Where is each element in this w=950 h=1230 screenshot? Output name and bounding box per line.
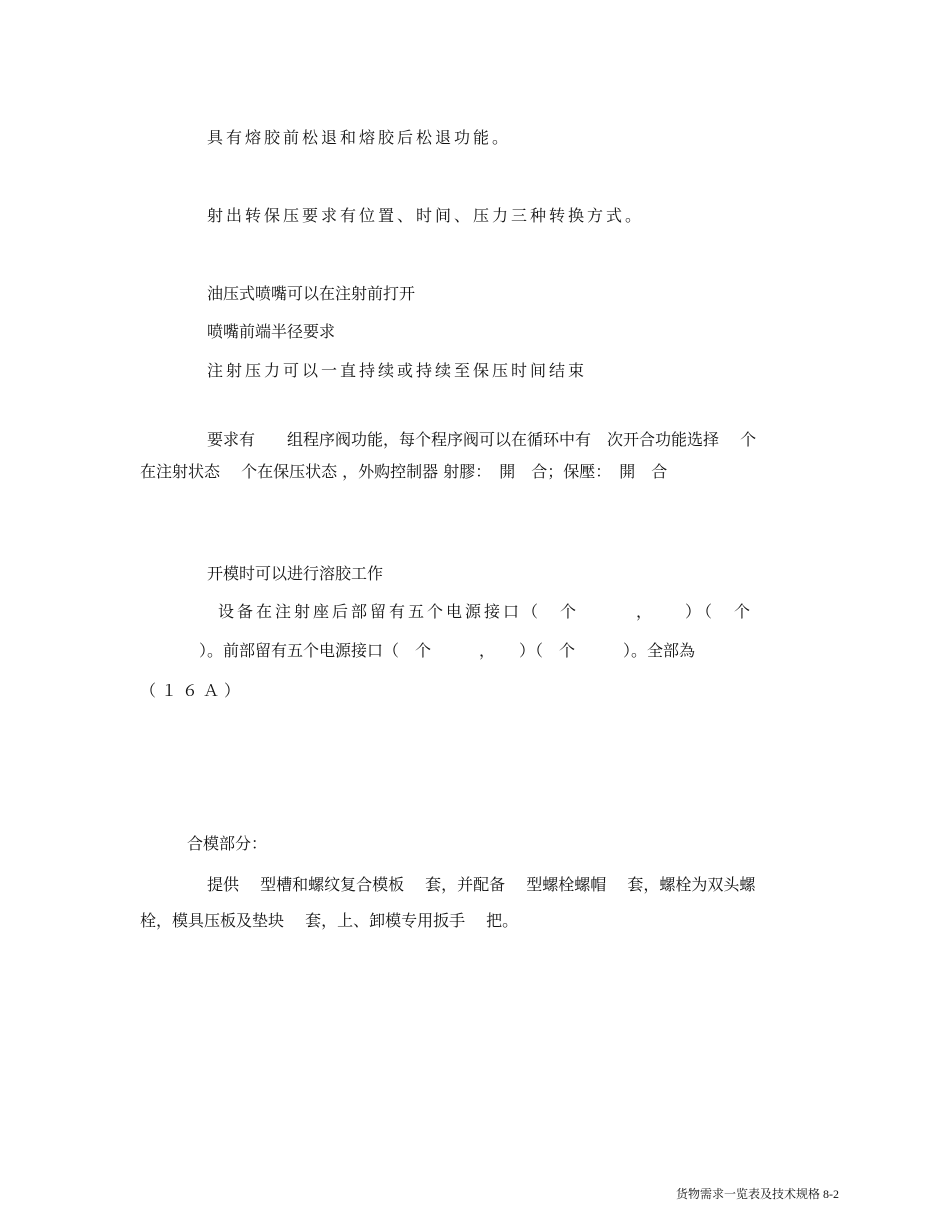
text-line-nozzle-radius: 喷嘴前端半径要求 <box>207 322 336 341</box>
section-heading-clamping: 合模部分： <box>187 834 268 853</box>
text-line-nozzle-open: 油压式喷嘴可以在注射前打开 <box>207 284 416 303</box>
text-line-program-valve: 要求有 组程序阀功能，每个程序阀可以在循环中有 次开合功能选择 个 <box>207 430 757 449</box>
text-line-front-power: ）。前部留有五个电源接口（ 个 ， ）（ 个 ）。全部為 <box>199 641 696 660</box>
text-line-controller: 在注射状态 个在保压状态 ，外购控制器 射膠： 開 合；保壓： 開 合 <box>140 462 668 481</box>
text-line-rear-power: 设备在注射座后部留有五个电源接口（ 个 ， ）（ 个 <box>218 602 754 621</box>
text-line-mold-tools: 栓，模具压板及垫块 套，上、卸模专用扳手 把。 <box>140 911 519 930</box>
page-footer: 货物需求一览表及技术规格 8-2 <box>676 1187 839 1201</box>
text-line-current-rating: （１６Ａ） <box>140 681 246 700</box>
text-line-open-mold-melt: 开模时可以进行溶胶工作 <box>207 564 384 583</box>
text-line-template-provision: 提供 型槽和螺纹复合模板 套，并配备 型螺栓螺帽 套，螺栓为双头螺 <box>207 875 756 894</box>
text-line-melt-retract: 具有熔胶前松退和熔胶后松退功能。 <box>207 128 512 147</box>
text-line-injection-switch: 射出转保压要求有位置、时间、压力三种转换方式。 <box>207 206 645 225</box>
text-line-injection-pressure: 注射压力可以一直持续或持续至保压时间结束 <box>207 361 588 380</box>
